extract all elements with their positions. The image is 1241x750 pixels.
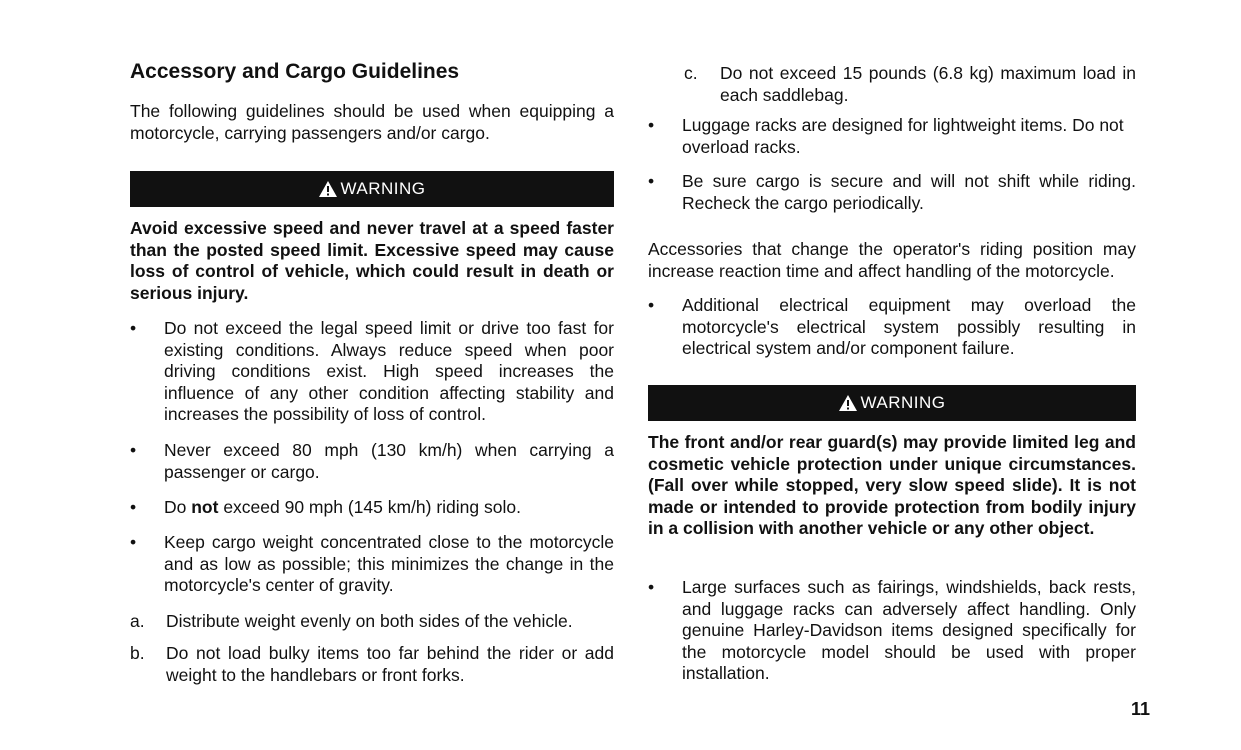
warning-triangle-icon — [838, 394, 858, 412]
intro-paragraph: The following guidelines should be used when equipping a motorcycle, carrying passengers and/or cargo. — [130, 101, 614, 143]
warning-label: WARNING — [860, 393, 946, 412]
list-item — [130, 440, 614, 483]
list-item-text: Large surfaces such as fairings, windshields, back rests, and luggage racks can adversely affect handling. Only genuine Harley-Davidson items designed specifically for the motorcycle model should be used with proper installation. — [682, 577, 1136, 683]
bullet-dot: • — [648, 115, 655, 135]
bullet-dot: • — [130, 497, 137, 517]
list-item — [648, 115, 1136, 158]
list-item-text — [164, 497, 614, 519]
warning-label: WARNING — [340, 179, 426, 198]
list-item — [130, 532, 614, 597]
text-segment: Do — [164, 497, 192, 517]
list-item — [648, 295, 1136, 360]
bullet-dot: • — [130, 318, 137, 338]
warning-triangle-icon — [318, 180, 338, 198]
list-item-text: Do not exceed the legal speed limit or drive too fast for existing conditions. Always reduce speed when poor driving conditions exist. High speed increases the influence of any other condition affecting stability and increases the possibility of loss of control. — [164, 318, 614, 424]
text-segment: exceed 90 mph (145 km/h) riding solo. — [218, 497, 521, 517]
bullet-dot: • — [130, 440, 137, 460]
list-item — [648, 171, 1136, 214]
warning-text: Avoid excessive speed and never travel at a speed faster than the posted speed limit. Excessive speed may cause loss of control of vehicle, which could result in death or serious injury. — [130, 218, 614, 303]
list-item-text: Never exceed 80 mph (130 km/h) when carrying a passenger or cargo. — [164, 440, 614, 482]
list-item-text: Be sure cargo is secure and will not shift while riding. Recheck the cargo periodically. — [682, 171, 1136, 213]
warning-text: The front and/or rear guard(s) may provide limited leg and cosmetic vehicle protection under unique circumstances. (Fall over while stopped, very slow speed slide). It is not made or intended to provide protection from bodily injury in a collision with another vehicle or any other object. — [648, 432, 1136, 538]
sub-list-letter: a. — [130, 611, 145, 631]
list-item-text: Additional electrical equipment may overload the motorcycle's electrical system possibly resulting in electrical system and/or component failure. — [682, 295, 1136, 358]
bullet-dot: • — [648, 295, 655, 315]
bullet-dot: • — [648, 171, 655, 191]
list-item — [648, 577, 1136, 685]
sub-list-letter: c. — [684, 63, 698, 83]
sub-list-text: Do not load bulky items too far behind the rider or add weight to the handlebars or front forks. — [166, 643, 614, 685]
sub-list-letter: b. — [130, 643, 145, 663]
warning-banner — [648, 385, 1136, 421]
sub-list-item — [130, 643, 614, 686]
page-number: 11 — [1130, 699, 1150, 719]
bullet-dot: • — [130, 532, 137, 552]
accessories-paragraph: Accessories that change the operator's riding position may increase reaction time and affect handling of the motorcycle. — [648, 239, 1136, 281]
warning-banner — [130, 171, 614, 207]
sub-list-item — [684, 63, 1136, 106]
list-item — [130, 318, 614, 426]
sub-list-text: Distribute weight evenly on both sides of the vehicle. — [166, 611, 573, 631]
list-item-text: Keep cargo weight concentrated close to the motorcycle and as low as possible; this minimizes the change in the motorcycle's center of gravity. — [164, 532, 614, 595]
section-title: Accessory and Cargo Guidelines — [130, 60, 460, 83]
sub-list-text: Do not exceed 15 pounds (6.8 kg) maximum load in each saddlebag. — [720, 63, 1136, 105]
list-item — [130, 497, 614, 519]
bullet-dot: • — [648, 577, 655, 597]
list-item-text: Luggage racks are designed for lightweight items. Do not overload racks. — [682, 115, 1124, 157]
emphasis-text: not — [191, 497, 219, 517]
sub-list-item — [130, 611, 614, 633]
